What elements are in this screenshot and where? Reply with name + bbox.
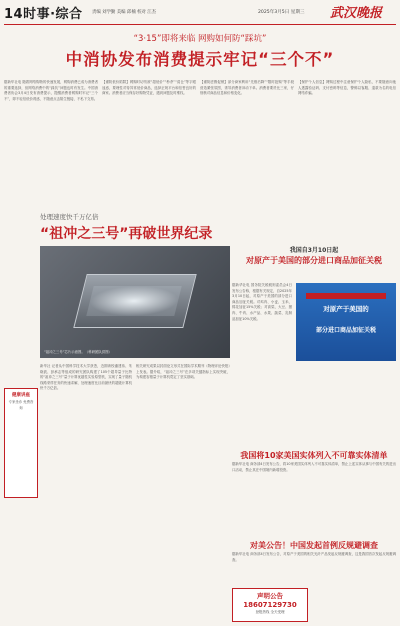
feature-column-1: 新华社 记者从中国科学技术大学获悉，近期该校潘建伟、朱晓波、彭承志等组成的研究团队构建了105个超导量子比特的“祖冲之三号”量子计算优越性实验原型机，实现了量子随机线路采样任务的快速求解，处理速度比目前最快的超级计算机快千万亿倍。 xyxy=(40,364,132,391)
tariff-graphic xyxy=(296,283,396,361)
section-1-body: 据新华社电 商务部4日发布公告，将10家美国实体列入不可靠实体清单，禁止上述实体从事与中国有关的进出口活动，禁止其在中国境内新增投资。 xyxy=(232,462,396,472)
editor-credits: 责编 刘学勤 美编 邱楠 校对 江杰 xyxy=(92,10,157,15)
advertisement xyxy=(4,388,38,498)
newspaper-logo: 武汉晚报 xyxy=(330,6,383,21)
feature-column-2: 相关研究成果以封面论文形式在国际学术期刊《物理评论快报》上发表。据介绍，“祖冲之三号”在多项关键指标上实现突破，为构建容错量子计算机奠定了坚实基础。 xyxy=(136,364,230,380)
main-kicker: “3·15”即将来临 网购如何防“踩坑” xyxy=(133,34,267,44)
right-headline-box xyxy=(232,243,396,283)
graphic-line-1: 对原产于美国的 xyxy=(323,305,369,313)
notice-phone: 18607129730 xyxy=(243,601,297,609)
photo-caption: “祖冲之三号”芯片示意图。（科研团队供图） xyxy=(44,350,112,355)
graphic-line-2: 部分进口商品加征关税 xyxy=(315,327,376,334)
feature-title: “祖冲之三号”再破世界纪录 xyxy=(40,226,213,242)
feature-kicker: 处理速度快千万亿倍 xyxy=(40,213,99,221)
right-kicker: 我国自3月10日起 xyxy=(289,247,339,254)
page-header xyxy=(0,0,400,27)
ad-body: 专家坐诊 免费咨询 xyxy=(8,400,34,410)
notice-title: 声明公告 xyxy=(257,592,283,600)
section-title: 14时事·综合 xyxy=(4,7,83,22)
notice-subtitle: 登报热线 全天受理 xyxy=(255,610,285,614)
section-2-title: 对美公告！中国发起首例反规避调查 xyxy=(250,541,378,550)
chip-photo xyxy=(40,246,230,358)
main-column-3: 【谨防虚假促销】部分商家利用“先涨后降”“限时抢购”等手段营造紧张氛围，诱导消费者冲动下单。消费者要货比三家，仔细核对商品信息和价格变化。 xyxy=(200,80,294,96)
issue-date: 2025年3月5日 星期三 xyxy=(258,10,305,15)
section-1-title: 我国将10家美国实体列入不可靠实体清单 xyxy=(240,451,388,460)
right-title: 对原产于美国的部分进口商品加征关税 xyxy=(246,256,382,265)
ad-title: 健康讲座 xyxy=(12,393,30,398)
classified-notice xyxy=(232,588,308,622)
header-divider xyxy=(4,24,396,25)
graphic-stripe xyxy=(306,293,386,299)
main-column-4: 【保护个人信息】网购过程中注意保护个人隐私，不要随意向他人透露验证码、支付密码等信息，警惕以客服、退款为名的电信网络诈骗。 xyxy=(298,80,396,96)
chip-glow xyxy=(86,286,181,316)
section-2-body: 据新华社电 商务部4日发布公告，对原产于美国的相关光纤产品发起反规避调查，这是我国首次发起反规避调查。 xyxy=(232,552,396,562)
right-body: 据新华社电 国务院关税税则委员会4日发布公告称，根据有关规定，自2025年3月10日起，对原产于美国的部分进口商品加征关税。对鸡肉、小麦、玉米、棉花加征15%关税；对高粱、大豆、猪肉、牛肉、水产品、水果、蔬菜、乳制品加征10%关税。 xyxy=(232,283,292,321)
main-column-1: 据新华社电 随着网络购物的快速发展，网购消费已成为消费者的重要选择，但网络消费中的“踩坑”问题也时有发生。中国消费者协会3月4日发布消费提示，提醒消费者网购时牢记“三个不”，即不轻信低价诱惑、不随意点击陌生链接、不私下交易。 xyxy=(4,80,98,101)
main-headline: 中消协发布消费提示牢记“三个不” xyxy=(65,50,335,69)
main-column-2: 【谨防低价陷阱】网购时切勿被“超低价”“秒杀”“清仓”等字眼迷惑，要理性对待异常低价商品，选择正规平台和信誉良好的商家。消费者应当保存好购物凭证，遇到问题及时维权。 xyxy=(102,80,196,96)
